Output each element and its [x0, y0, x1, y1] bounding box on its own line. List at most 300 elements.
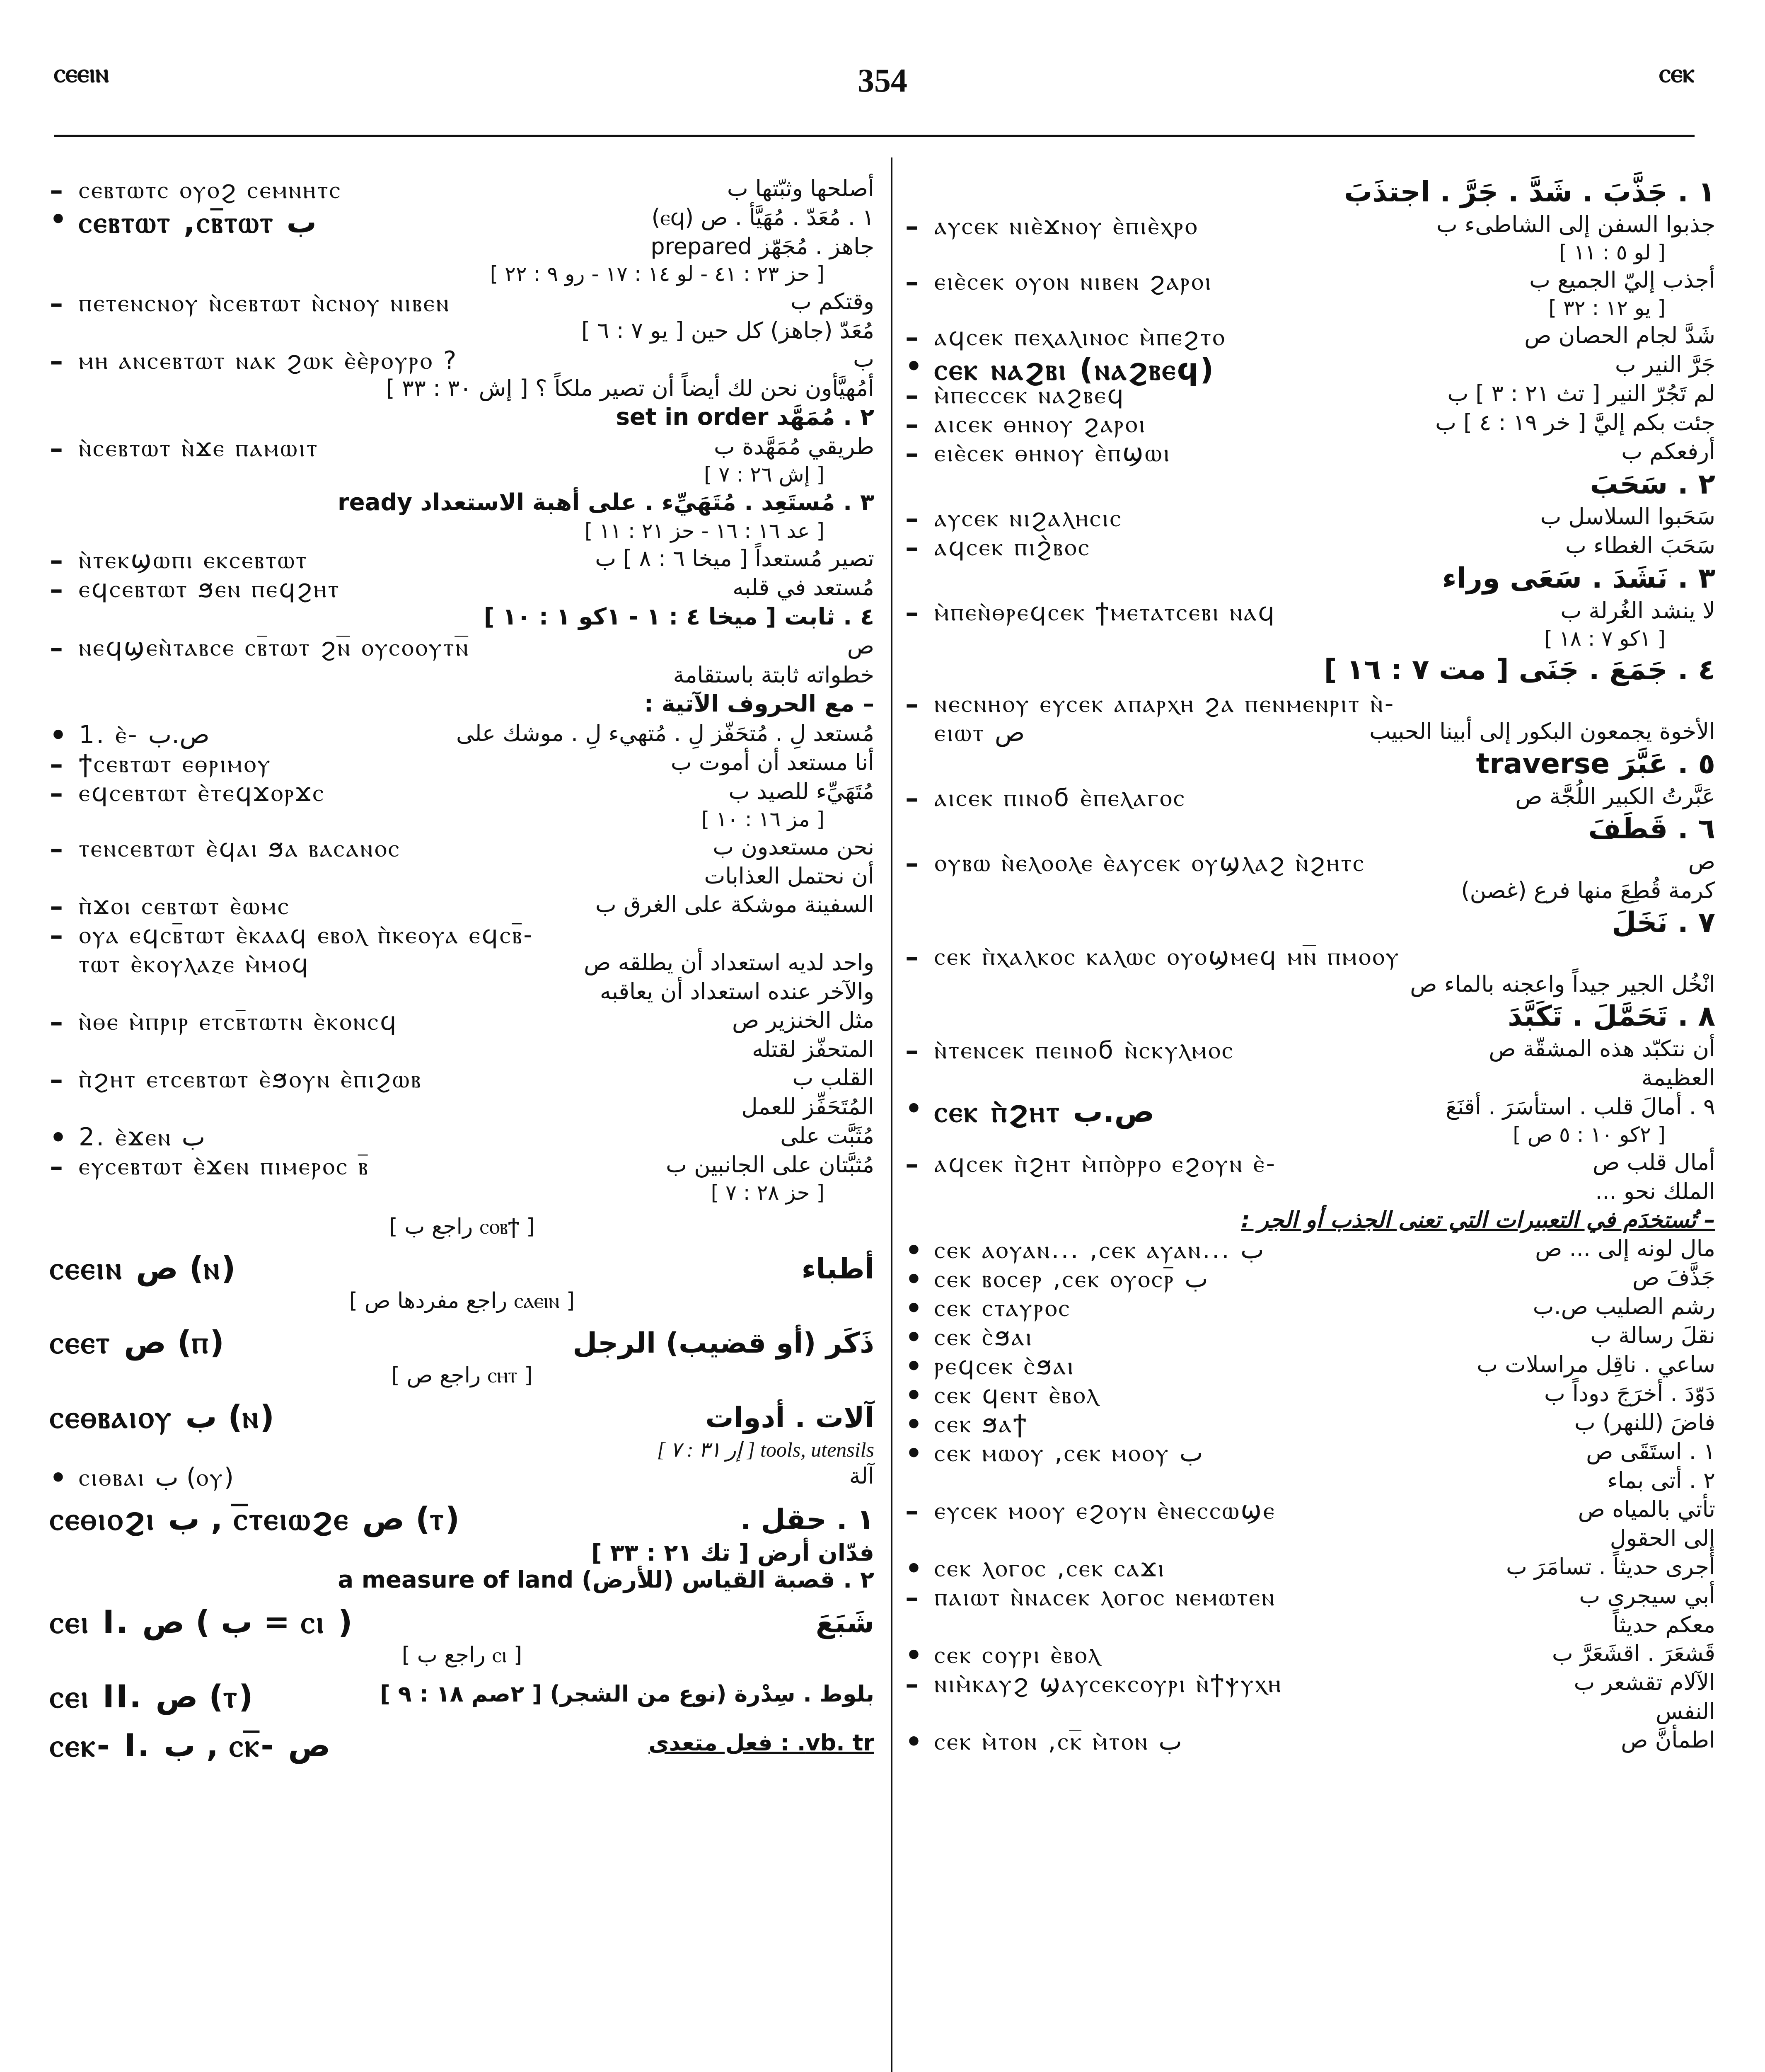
arabic-text: [ إش ٢٦ : ٧ ] — [704, 462, 824, 487]
arabic-text: أنا مستعد أن أموت ب — [670, 749, 874, 776]
entry-line — [905, 1148, 1715, 1180]
arabic-text: جاهز . مُجَهّز prepared — [650, 233, 874, 259]
entry-line — [905, 1205, 1715, 1234]
entry-line — [905, 1121, 1715, 1148]
entry-headword: ⲥⲉⲕ- I. ب , ⲥⲕ̅- ص — [50, 1727, 331, 1764]
arabic-text: جئت بكم إليَّ [ خر ١٩ : ٤ ] ب — [1435, 409, 1715, 436]
entry-line — [50, 1063, 874, 1096]
entry-line — [905, 1697, 1715, 1726]
arabic-text: ١ . استَقَى ص — [1586, 1438, 1715, 1464]
arabic-text: الأخوة يجمعون البكور إلى أبينا الحبيب — [1369, 718, 1715, 745]
entry-line — [905, 210, 1715, 242]
entry-line — [905, 1466, 1715, 1495]
arabic-text: مال لونه إلى ... ص — [1535, 1235, 1715, 1261]
arabic-text: ٨ . تَحَمَّلَ . تَكَبَّدَ — [1508, 1000, 1715, 1033]
coptic-text: ⲉⲩⲥⲉⲃⲧⲱⲧ ⲉ̀ϫⲉⲛ ⲡⲓⲙⲉⲣⲟⲥ ⲃ̅ — [79, 1151, 370, 1181]
arabic-text: اطمأنَّ ص — [1621, 1727, 1715, 1753]
dash: – — [50, 574, 63, 605]
coptic-text: 2. ⲉ̀ϫⲉⲛ ب — [79, 1122, 206, 1152]
cobt-ref: [ راجع ب ⲥⲟⲃϯ ] — [389, 1214, 535, 1239]
entry-line — [905, 876, 1715, 905]
entry-cethbaiou — [50, 1397, 874, 1438]
coptic-text: ⲉϥⲥⲉⲃⲧⲱⲧ ϧⲉⲛ ⲡⲉϥϩⲏⲧ — [79, 574, 341, 603]
coptic-text: ⲁϥⲥⲉⲕ ⲡ̀ϩⲏⲧ ⲙ̀ⲡⲟ̀ⲣⲣⲟ ⲉϩⲟⲩⲛ ⲉ̀- — [934, 1149, 1277, 1178]
entry-headword: ⲥⲉⲑⲃⲁⲓⲟⲩ ب (ⲛ) — [50, 1398, 275, 1435]
header-left: ⲥⲉⲉⲓⲛ — [54, 58, 109, 89]
coptic-text: ⲉⲓⲱⲧ ص — [934, 718, 1025, 748]
arabic-text: فاضَ (للنهر) ب — [1574, 1409, 1715, 1435]
entry-line — [905, 1639, 1715, 1671]
coptic-text: ⲙ̀ⲡⲉⲛ̀ⲑⲣⲉϥⲥⲉⲕ ϯⲙⲉⲧⲁⲧⲥⲉⲃⲓ ⲛⲁϥ — [934, 598, 1276, 627]
entry-headword: ⲥⲉⲉⲓⲛ ص (ⲛ) — [50, 1249, 236, 1286]
arabic-text: ٦ . قَطَفَ — [1588, 813, 1715, 846]
entry-headword: ⲥⲉⲓ II. ص (ⲧ) — [50, 1677, 253, 1715]
entry-cei-2 — [50, 1676, 874, 1717]
coptic-text: ⲧⲱⲧ ⲉ̀ⲕⲟⲩⲗⲁⲍⲉ ⲙ̀ⲙⲟϥ — [79, 949, 310, 979]
dash: – — [905, 1583, 919, 1614]
arabic-text: انْخُل الجير جيداً واعجنه بالماء ص — [1410, 971, 1715, 997]
coptic-text: ⲥⲉⲕ ϥⲉⲛⲧ ⲉ̀ⲃⲟⲗ — [934, 1380, 1100, 1409]
dash: – — [905, 689, 919, 720]
right-column — [905, 174, 1715, 1758]
entry-cek — [50, 1725, 874, 1766]
dash: – — [905, 533, 919, 564]
entry-line — [905, 408, 1715, 441]
coptic-text: ⲛ̀ⲥⲉⲃⲧⲱⲧ ⲛ̀ϫⲉ ⲡⲁⲙⲱⲓⲧ — [79, 433, 319, 462]
bullet: • — [905, 1380, 922, 1411]
arabic-text: ٢ . مُمَهَّد set in order — [616, 404, 874, 431]
dash: – — [905, 211, 919, 242]
arabic-text: ب — [853, 346, 874, 373]
arabic-text: الآلام تقشعر ب — [1574, 1669, 1715, 1696]
arabic-text: [ ١كو ٧ : ١٨ ] — [1544, 627, 1666, 651]
left-entries — [50, 174, 874, 1206]
entry-line — [905, 239, 1715, 266]
arabic-text: ٣ . نَشَدَ . سَعَى وراء — [1442, 562, 1715, 595]
arabic-text: خطواته ثابتة باستقامة — [673, 662, 874, 688]
entry-line — [50, 1035, 874, 1063]
dash: – — [905, 267, 919, 298]
entry-gloss: بلوط . سِدْرة (نوع من الشجر) [ ٢صم ١٨ : ٩ ] — [380, 1680, 874, 1707]
arabic-text: المتحفّز لقتله — [752, 1036, 874, 1063]
entry-line — [50, 748, 874, 780]
coptic-text: ⲛⲓⲙ̀ⲕⲁⲩϩ ϣⲁⲩⲥⲉⲕⲥⲟⲩⲣⲓ ⲛ̀ϯⲯⲩⲭⲏ — [934, 1669, 1283, 1699]
arabic-text: شَدَّ لجام الحصان ص — [1524, 322, 1715, 349]
arabic-text: ١ . جَذَّبَ . شَدَّ . جَرَّ . اجتذَبَ — [1344, 176, 1715, 208]
entry-line — [50, 862, 874, 890]
arabic-text: [ مز ١٦ : ١٠ ] — [701, 807, 824, 832]
bullet: • — [905, 1235, 922, 1266]
entry-line — [905, 502, 1715, 535]
dash: – — [50, 749, 63, 780]
arabic-text: [ ٢كو ١٠ : ٥ ص ] — [1513, 1122, 1666, 1147]
entry-line — [50, 518, 874, 544]
coptic-text: ⲥⲉⲕ ⲙ̀ⲧⲟⲛ ,ⲥⲕ̅ ⲙ̀ⲧⲟⲛ ب — [934, 1727, 1182, 1756]
arabic-text: ٣ . مُستَعِد . مُتَهَيِّء . على أهبة الاستعداد ready — [337, 489, 874, 516]
entry-line — [905, 941, 1715, 973]
dash: – — [50, 288, 63, 320]
entry-cei-1 — [50, 1602, 874, 1643]
entry-line — [905, 379, 1715, 411]
entry-line — [50, 806, 874, 833]
arabic-text: أن نحتمل العذابات — [704, 863, 874, 889]
arabic-text: لا ينشد الغُرلة ب — [1560, 598, 1715, 624]
coptic-text: ⲛ̀ⲧⲉⲛⲥⲉⲕ ⲡⲉⲓⲛⲟϭ ⲛ̀ⲥⲕⲩⲗⲙⲟⲥ — [934, 1036, 1235, 1065]
dash: – — [905, 438, 919, 470]
entry-line — [905, 625, 1715, 652]
entry-ref: [ راجع ص ⲥⲏⲧ ] — [391, 1363, 533, 1388]
coptic-text: ⲟⲩⲃⲱ ⲛ̀ⲉⲗⲟⲟⲗⲉ ⲉ̀ⲁⲩⲥⲉⲕ ⲟⲩϣⲗⲁϩ ⲛ̀ϩⲏⲧⲥ — [934, 848, 1366, 878]
entry-line — [50, 948, 874, 977]
arabic-text: أصلحها وثبّتها ب — [727, 175, 874, 201]
coptic-text: ⲥⲉⲃⲧⲱⲧⲥ ⲟⲩⲟϩ ⲥⲉⲙⲛⲏⲧⲥ — [79, 175, 342, 204]
coptic-text: ⲥⲉⲕ ⲁⲟⲩⲁⲛ... ,ⲥⲉⲕ ⲁⲩⲁⲛ... ب — [934, 1235, 1264, 1264]
arabic-text: أمال قلب ص — [1593, 1149, 1715, 1175]
coptic-text: ⲡ̀ϫⲟⲓ ⲥⲉⲃⲧⲱⲧ ⲉ̀ⲱⲙⲥ — [79, 891, 290, 921]
dash: – — [905, 848, 919, 879]
entry-gloss: شَبَعَ — [815, 1606, 874, 1639]
arabic-text: ٢ . سَحَبَ — [1590, 468, 1715, 501]
coptic-text: 1. ⲉ̀- ص.ب — [79, 720, 210, 750]
coptic-text: ⲛ̀ⲧⲉⲕϣⲱⲡⲓ ⲉⲕⲥⲉⲃⲧⲱⲧ — [79, 545, 308, 574]
entry-line — [50, 632, 874, 664]
arabic-text: [ لو ٥ : ١١ ] — [1559, 240, 1666, 265]
coptic-text: ⲥⲉⲃⲧⲱⲧ ,ⲥⲃ̅ⲧⲱⲧ ب — [79, 205, 317, 240]
arabic-text: [ عد ١٦ : ١٦ - حز ٢١ : ١١ ] — [584, 518, 824, 543]
entry-line — [905, 1726, 1715, 1758]
arabic-text: [ يو ١٢ : ٣٢ ] — [1548, 296, 1666, 320]
coptic-text: ⲁⲩⲥⲉⲕ ⲛⲓⲉ̀ϫⲛⲟⲩ ⲉ̀ⲡⲓⲉ̀ⲭⲣⲟ — [934, 211, 1199, 241]
entry-ceet — [50, 1322, 874, 1363]
arabic-text: كرمة قُطِعَ منها فرع (غصن) — [1461, 877, 1715, 904]
coptic-text: ⲁⲓⲥⲉⲕ ⲡⲓⲛⲟϭ ⲉ̀ⲡⲉⲗⲁⲅⲟⲥ — [934, 783, 1186, 813]
arabic-text: مُعَدّ (جاهز) كل حين [ يو ٧ : ٦ ] — [581, 317, 874, 344]
entry-line — [50, 833, 874, 865]
dash: – — [50, 433, 63, 464]
arabic-text: رشم الصليب ص.ب — [1533, 1293, 1715, 1319]
entry-line — [50, 777, 874, 809]
arabic-text: المُتَحَفِّز للعمل — [741, 1094, 874, 1120]
arabic-text: ص — [847, 633, 874, 659]
entry-ref: [ راجع مفردها ص ⲥⲁⲉⲓⲛ ] — [349, 1288, 575, 1314]
arabic-text: آلة — [849, 1462, 874, 1489]
arabic-text: [ حز ٢٨ : ٧ ] — [711, 1180, 824, 1205]
entry-line — [50, 461, 874, 488]
entry-gloss: vb. tr. : فعل متعدى — [648, 1730, 874, 1756]
entry-line — [905, 652, 1715, 688]
coptic-text: ⲡⲁⲓⲱⲧ ⲛ̀ⲛⲁⲥⲉⲕ ⲗⲟⲅⲟⲥ ⲛⲉⲙⲱⲧⲉⲛ — [934, 1583, 1276, 1612]
entry-sub — [50, 1462, 874, 1493]
entry-line — [905, 1610, 1715, 1639]
entry-line — [905, 437, 1715, 470]
entry-line — [50, 661, 874, 689]
coptic-text: ⲡⲉⲧⲉⲛⲥⲛⲟⲩ ⲛ̀ⲥⲉⲃⲧⲱⲧ ⲛ̀ⲥⲛⲟⲩ ⲛⲓⲃⲉⲛ — [79, 288, 450, 318]
arabic-text: – مع الحروف الآتية : — [644, 690, 874, 718]
coptic-text: ⲧⲉⲛⲥⲉⲃⲧⲱⲧ ⲉ̀ϥⲁⲓ ϧⲁ ⲃⲁⲥⲁⲛⲟⲥ — [79, 834, 401, 863]
entry-line: ٢ . قصبة القياس (للأرض) a measure of land — [338, 1566, 874, 1593]
arabic-text: وقتكم ب — [791, 288, 874, 315]
coptic-text: ⲥⲉⲕ ⲥⲟⲩⲣⲓ ⲉ̀ⲃⲟⲗ — [934, 1640, 1102, 1670]
entry-line — [905, 560, 1715, 596]
arabic-text: لم تَجُرّ النير [ تث ٢١ : ٣ ] ب — [1447, 380, 1715, 407]
bullet: • — [905, 351, 922, 382]
dash: – — [50, 778, 63, 809]
dash: – — [50, 545, 63, 576]
dash: – — [905, 783, 919, 814]
entry-line — [50, 1179, 874, 1206]
dash: – — [905, 1149, 919, 1180]
arabic-text: مثل الخنزير ص — [732, 1007, 874, 1034]
entry-line — [50, 602, 874, 632]
dash: – — [50, 1065, 63, 1096]
entry-line — [905, 717, 1715, 746]
entry-gloss: ذَكَر (أو قضيب) الرجل — [573, 1327, 874, 1360]
arabic-text: – تُستخدَم في التعبيرات التي تعنى الجذب أو الجر : — [1241, 1206, 1715, 1233]
entry-line — [905, 596, 1715, 629]
bullet: • — [50, 1122, 67, 1153]
arabic-text: أجذب إليّ الجميع ب — [1529, 267, 1715, 293]
entry-english: tools, utensils [ إر ٣١ : ٧ ] — [657, 1438, 874, 1461]
coptic-text: ⲁϥⲥⲉⲕ ⲡⲓϩ̀ⲃⲟⲥ — [934, 533, 1091, 562]
entry-line — [905, 466, 1715, 502]
entry-line — [50, 890, 874, 922]
bullet: • — [905, 1554, 922, 1585]
header-rule — [54, 135, 1695, 137]
entry-line — [905, 1292, 1715, 1324]
coptic-text: ⲉⲓⲉ̀ⲥⲉⲕ ⲟⲩⲟⲛ ⲛⲓⲃⲉⲛ ϩⲁⲣⲟⲓ — [934, 267, 1213, 296]
entry-line — [905, 1321, 1715, 1353]
entry-headword: ⲥⲉⲉⲧ ص (ⲡ) — [50, 1324, 224, 1361]
arabic-text: جَرَّ النير ب — [1615, 351, 1715, 378]
arabic-text: أجرى حديثاً . تسامَرَ ب — [1506, 1554, 1715, 1580]
entry-line — [50, 977, 874, 1006]
entry-line — [905, 1234, 1715, 1266]
arabic-text: النفس — [1656, 1698, 1715, 1725]
arabic-text: الملك نحو ... — [1595, 1178, 1715, 1204]
dash: – — [905, 503, 919, 535]
entry-line — [905, 266, 1715, 298]
arabic-text: تأتي بالمياه ص — [1578, 1496, 1715, 1522]
entry-line — [905, 531, 1715, 564]
column-divider — [891, 157, 892, 2072]
coptic-text: ⲛⲉϥϣⲉⲛ̀ⲧⲁⲃⲥⲉ ⲥⲃ̅ⲧⲱⲧ ϩⲛ̅ ⲟⲩⲥⲟⲟⲩⲧⲛ̅ — [79, 633, 470, 662]
bullet: • — [905, 1351, 922, 1382]
bullet: • — [50, 1462, 67, 1493]
entry-line — [905, 1581, 1715, 1614]
left-column — [50, 174, 874, 1766]
entry-line — [905, 1177, 1715, 1205]
entry-ref: [ راجع ب ⲥⲓ ] — [401, 1642, 522, 1668]
dash: – — [905, 380, 919, 411]
header-right: ⲥⲉⲕ — [1659, 58, 1695, 89]
entry-line — [905, 905, 1715, 941]
dash: – — [50, 1007, 63, 1038]
arabic-text: القلب ب — [792, 1065, 874, 1091]
entry-line — [905, 350, 1715, 387]
arabic-text: عَبَّرتُ الكبير اللُجَّة ص — [1515, 783, 1715, 810]
right-entries — [905, 174, 1715, 1758]
coptic-text: ⲟⲩⲁ ⲉϥⲥⲃ̅ⲧⲱⲧ ⲉ̀ⲕⲁⲁϥ ⲉⲃⲟⲗ ⲡ̀ⲕⲉⲟⲩⲁ ⲉϥⲥⲃ̅- — [79, 920, 534, 950]
entry-line — [905, 1034, 1715, 1067]
bullet: • — [905, 1409, 922, 1440]
arabic-text: أبي سيجرى ب — [1579, 1583, 1715, 1609]
arabic-text: واحد لديه استعداد أن يطلقه ص — [584, 949, 874, 976]
bullet: • — [50, 720, 67, 751]
entry-line — [50, 1006, 874, 1038]
entry-gloss: ١ . حقل . — [740, 1503, 874, 1537]
dash: – — [905, 409, 919, 441]
entry-line — [905, 174, 1715, 210]
arabic-text: أن نتكبّد هذه المشقّة ص — [1489, 1036, 1715, 1062]
coptic-text: ⲁⲩⲥⲉⲕ ⲛⲓϩⲁⲗⲏⲥⲓⲥ — [934, 503, 1123, 533]
coptic-text: ⲁϥⲥⲉⲕ ⲡⲉⲭⲁⲗⲓⲛⲟⲥ ⲙ̀ⲡⲉϩⲧⲟ — [934, 322, 1226, 352]
entry-gloss: آلات . أدوات — [705, 1402, 874, 1435]
entry-line — [905, 847, 1715, 879]
entry-line — [50, 203, 874, 240]
arabic-text: مُثبَّتان على الجانبين ب — [666, 1151, 874, 1178]
entry-line — [905, 1092, 1715, 1129]
arabic-text: [ حز ٢٣ : ٤١ - لو ١٤ : ١٧ - رو ٩ : ٢٢ ] — [490, 262, 824, 286]
entry-line — [50, 261, 874, 287]
coptic-text: ⲥⲓⲑⲃⲁⲓ ب (ⲟⲩ) — [79, 1462, 234, 1492]
bullet: • — [905, 1438, 922, 1469]
entry-line — [905, 1668, 1715, 1700]
dash: – — [50, 1151, 63, 1182]
coptic-text: ⲡ̀ϩⲏⲧ ⲉⲧⲥⲉⲃⲧⲱⲧ ⲉ̀ϧⲟⲩⲛ ⲉ̀ⲡⲓϩⲱⲃ — [79, 1065, 422, 1094]
entry-line — [905, 1524, 1715, 1552]
bullet: • — [905, 1093, 922, 1124]
entry-line — [50, 573, 874, 605]
entry-line — [905, 811, 1715, 847]
entry-headword: ⲥⲉⲑⲓⲟϩⲓ ب , ⲥ̅ⲧⲉⲓⲱϩⲉ ص (ⲧ) — [50, 1500, 460, 1537]
dash: – — [50, 175, 63, 206]
arabic-text: العظيمة — [1641, 1065, 1715, 1091]
entry-line — [50, 1121, 874, 1153]
entry-line: فدّان أرض [ تك ٢١ : ٣٣ ] — [591, 1539, 874, 1566]
dash: – — [50, 633, 63, 664]
arabic-text: مُستعد في قلبه — [733, 574, 874, 600]
entry-line — [905, 970, 1715, 998]
coptic-text: ⲛ̀ⲑⲉ ⲙ̀ⲡⲣⲓⲣ ⲉⲧⲥⲃ̅ⲧⲱⲧⲛ ⲉ̀ⲕⲟⲛⲥϥ — [79, 1007, 398, 1036]
bullet: • — [905, 1264, 922, 1295]
arabic-text: ٤ . ثابت [ ميخا ٤ : ١ - ١كو ١ : ١٠ ] — [484, 603, 874, 630]
entry-line — [50, 316, 874, 345]
arabic-text: مُثَبَّت على — [780, 1122, 874, 1149]
arabic-text: ٧ . نَخَلَ — [1612, 906, 1715, 939]
entry-headword: ⲥⲉⲓ I. ص ( ب = ⲥⲓ ) — [50, 1603, 353, 1640]
coptic-text: ⲥⲉⲕ ⲡ̀ϩⲏⲧ ص.ب — [934, 1094, 1155, 1129]
entry-line — [50, 1092, 874, 1121]
entry-line — [905, 1379, 1715, 1411]
page-number: 354 — [858, 63, 907, 99]
entry-line — [905, 1437, 1715, 1469]
coptic-text: ⲙⲏ ⲁⲛⲥⲉⲃⲧⲱⲧ ⲛⲁⲕ ϩⲱⲕ ⲉ̀ⲉ̀ⲣⲟⲩⲣⲟ ? — [79, 346, 458, 375]
dash: – — [905, 942, 919, 973]
coptic-text: ⲥⲉⲕ ⲃⲟⲥⲉⲣ ,ⲥⲉⲕ ⲟⲩⲟⲥⲣ̅ ب — [934, 1264, 1208, 1293]
dash: – — [905, 598, 919, 629]
dash: – — [905, 322, 919, 353]
entry-line — [905, 1495, 1715, 1527]
coptic-text: ⲣⲉϥⲥⲉⲕ ⲥ̀ϧⲁⲓ — [934, 1351, 1075, 1380]
entry-line — [50, 345, 874, 377]
entry-line — [905, 998, 1715, 1034]
entry-line — [905, 1350, 1715, 1382]
coptic-text: ⲥⲉⲕ ⲛⲁϩⲃⲓ (ⲛⲁϩⲃⲉϥ) — [934, 352, 1216, 387]
arabic-text: سَحَبَ الغطاء ب — [1565, 533, 1715, 559]
dash: – — [50, 920, 63, 951]
coptic-text: ⲥⲉⲕ ⲡ̀ⲭⲁⲗⲕⲟⲥ ⲕⲁⲗⲱⲥ ⲟⲩⲟϣⲙⲉϥ ⲙⲛ̅ ⲡⲙⲟⲟⲩ — [934, 942, 1400, 971]
arabic-text: قَشعَرَ . اقشَعَرَّ ب — [1552, 1640, 1715, 1667]
arabic-text: طريقي مُمَهَّدة ب — [714, 433, 874, 460]
coptic-text: ϯⲥⲉⲃⲧⲱⲧ ⲉⲑⲣⲓⲙⲟⲩ — [79, 749, 272, 779]
arabic-text: ٢ . أتى بماء — [1607, 1467, 1715, 1493]
arabic-text: معكم حديثاً — [1613, 1612, 1715, 1638]
coptic-text: ⲉⲓⲉ̀ⲥⲉⲕ ⲑⲏⲛⲟⲩ ⲉ̀ⲡϣⲱⲓ — [934, 438, 1171, 468]
entry-line — [905, 688, 1715, 720]
coptic-text: ⲙ̀ⲡⲉⲥⲥⲉⲕ ⲛⲁϩⲃⲉϥ — [934, 380, 1125, 410]
entry-line — [905, 1408, 1715, 1440]
arabic-text: مُتَهَيِّء للصيد ب — [728, 778, 874, 805]
arabic-text: أمُهيَّأون نحن لك أيضاً أن تصير ملكاً ؟ [ إش ٣٠ : ٣٣ ] — [386, 375, 874, 402]
arabic-text: ١ . مُعَدّ . مُهَيَّأ . ص (ⲉϥ) — [651, 204, 874, 230]
arabic-text: أرفعكم ب — [1621, 438, 1715, 465]
arabic-text: إلى الحقول — [1610, 1525, 1715, 1551]
bullet: • — [905, 1322, 922, 1353]
arabic-text: دَوّدَ . أخرَجَ دوداً ب — [1544, 1380, 1715, 1406]
arabic-text: السفينة موشكة على الغرق ب — [595, 891, 874, 918]
entry-cethiohi — [50, 1498, 874, 1539]
arabic-text: نحن مستعدون ب — [713, 834, 874, 860]
entry-line — [50, 232, 874, 261]
entry-line — [905, 295, 1715, 321]
arabic-text: ٤ . جَمَعَ . جَنَى [ مت ٧ : ١٦ ] — [1324, 654, 1715, 687]
coptic-text: ⲥⲉⲕ ⲥ̀ϧⲁⲓ — [934, 1322, 1033, 1351]
entry-line — [50, 174, 874, 206]
coptic-text: ⲛⲉⲥⲛⲏⲟⲩ ⲉⲩⲥⲉⲕ ⲁⲡⲁⲣⲭⲏ ϩⲁ ⲡⲉⲛⲙⲉⲛⲣⲓⲧ ⲛ̀- — [934, 689, 1395, 719]
entry-line — [905, 1263, 1715, 1295]
entry-line — [905, 1552, 1715, 1585]
arabic-text: ٩ . أمالَ قلب . استأسَرَ . أقنَعَ — [1446, 1093, 1715, 1120]
arabic-text: ساعي . ناقِل مراسلات ب — [1477, 1351, 1715, 1377]
dash: – — [905, 1669, 919, 1700]
coptic-text: ⲁⲓⲥⲉⲕ ⲑⲏⲛⲟⲩ ϩⲁⲣⲟⲓ — [934, 409, 1147, 439]
entry-line — [50, 374, 874, 402]
entry-line — [50, 919, 874, 951]
coptic-text: ⲥⲉⲕ ϧⲁϯ — [934, 1409, 1028, 1438]
coptic-text: ⲥⲉⲕ ⲥⲧⲁⲩⲣⲟⲥ — [934, 1293, 1071, 1322]
entry-line — [905, 746, 1715, 782]
entry-line — [50, 287, 874, 320]
entry-line — [50, 402, 874, 432]
arabic-text: تصير مُستعداً [ ميخا ٦ : ٨ ] ب — [595, 545, 874, 571]
entry-gloss: أطباء — [801, 1252, 874, 1285]
dash: – — [50, 346, 63, 377]
arabic-text: جذبوا السفن إلى الشاطىء ب — [1436, 211, 1715, 238]
entry-line — [50, 719, 874, 751]
arabic-text: جَذَّفَ ص — [1632, 1264, 1715, 1290]
bullet: • — [905, 1640, 922, 1671]
entry-line — [50, 488, 874, 518]
arabic-text: نقلَ رسالة ب — [1590, 1322, 1715, 1348]
dash: – — [50, 834, 63, 865]
arabic-text: ص — [1688, 848, 1715, 875]
entry-line — [905, 782, 1715, 814]
entry-line — [50, 1150, 874, 1182]
coptic-text: ⲉⲩⲥⲉⲕ ⲙⲟⲟⲩ ⲉϩⲟⲩⲛ ⲉ̀ⲛⲉⲥⲥⲱϣⲉ — [934, 1496, 1276, 1525]
entry-line — [905, 1063, 1715, 1092]
arabic-text: ٥ . عَبَّرَ traverse — [1476, 748, 1715, 781]
arabic-text: والآخر عنده استعداد أن يعاقبه — [600, 978, 874, 1005]
